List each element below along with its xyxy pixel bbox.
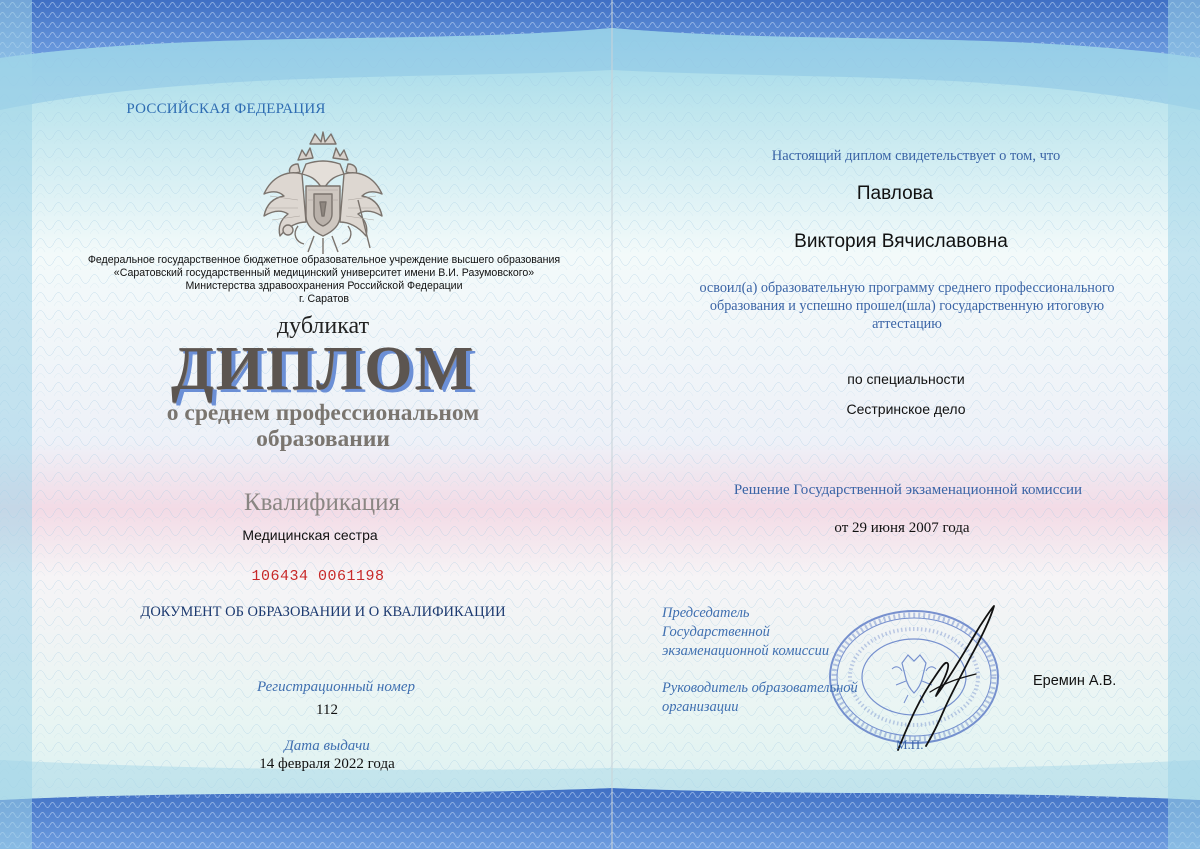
specialty-value: Сестринское дело	[846, 401, 966, 417]
decision-date: от 29 июня 2007 года	[834, 520, 970, 536]
serial-number: 106434 0061198	[251, 568, 385, 585]
issue-date: 14 февраля 2022 года	[259, 756, 395, 772]
qualification-value: Медицинская сестра	[242, 527, 378, 543]
duplicate-mark: дубликат	[276, 313, 370, 339]
mastered-line-2: образования и успешно прошел(шла) государственную итоговую	[709, 298, 1105, 314]
qualification-heading: Квалификация	[243, 489, 401, 516]
institution-line-1: Федеральное государственное бюджетное образовательное учреждение высшего образования	[87, 254, 561, 266]
commission-decision: Решение Государственной экзаменационной комиссии	[733, 482, 1083, 498]
double-headed-eagle-emblem	[258, 130, 388, 256]
issue-date-label: Дата выдачи	[284, 738, 370, 754]
chair-line-2: Государственной	[662, 624, 770, 640]
subtitle-line-1: о среднем профессиональном	[166, 400, 480, 426]
stamp-place: М.П.	[896, 737, 924, 752]
specialty-label: по специальности	[847, 371, 965, 387]
head-line-2: организации	[662, 699, 739, 715]
mastered-line-1: освоил(а) образовательную программу среднего профессионального	[699, 280, 1115, 296]
institution-line-3: Министерства здравоохранения Российской Федерации	[185, 280, 463, 292]
institution-line-2: «Саратовский государственный медицинский университет имени В.И. Разумовского»	[113, 267, 535, 279]
chair-line-1: Председатель	[662, 605, 750, 621]
registration-number: 112	[316, 702, 338, 718]
certifies-text: Настоящий диплом свидетельствует о том, что	[771, 148, 1061, 164]
institution-line-4: г. Саратов	[299, 293, 349, 305]
signer-name: Еремин А.В.	[1033, 673, 1117, 689]
document-title: ДИПЛОМ	[170, 335, 476, 403]
subtitle-line-2: образовании	[256, 426, 390, 452]
document-type: ДОКУМЕНТ ОБ ОБРАЗОВАНИИ И О КВАЛИФИКАЦИИ	[140, 604, 506, 620]
chair-line-3: экзаменационной комиссии	[662, 643, 830, 659]
registration-label: Регистрационный номер	[256, 679, 416, 695]
mastered-line-3: аттестацию	[872, 316, 942, 332]
handwritten-signature	[890, 600, 1010, 760]
holder-given-names: Виктория Вячиславовна	[794, 231, 1008, 252]
head-line-1: Руководитель образовательной	[662, 680, 858, 696]
holder-surname: Павлова	[856, 183, 934, 204]
country-name: РОССИЙСКАЯ ФЕДЕРАЦИЯ	[126, 101, 326, 117]
